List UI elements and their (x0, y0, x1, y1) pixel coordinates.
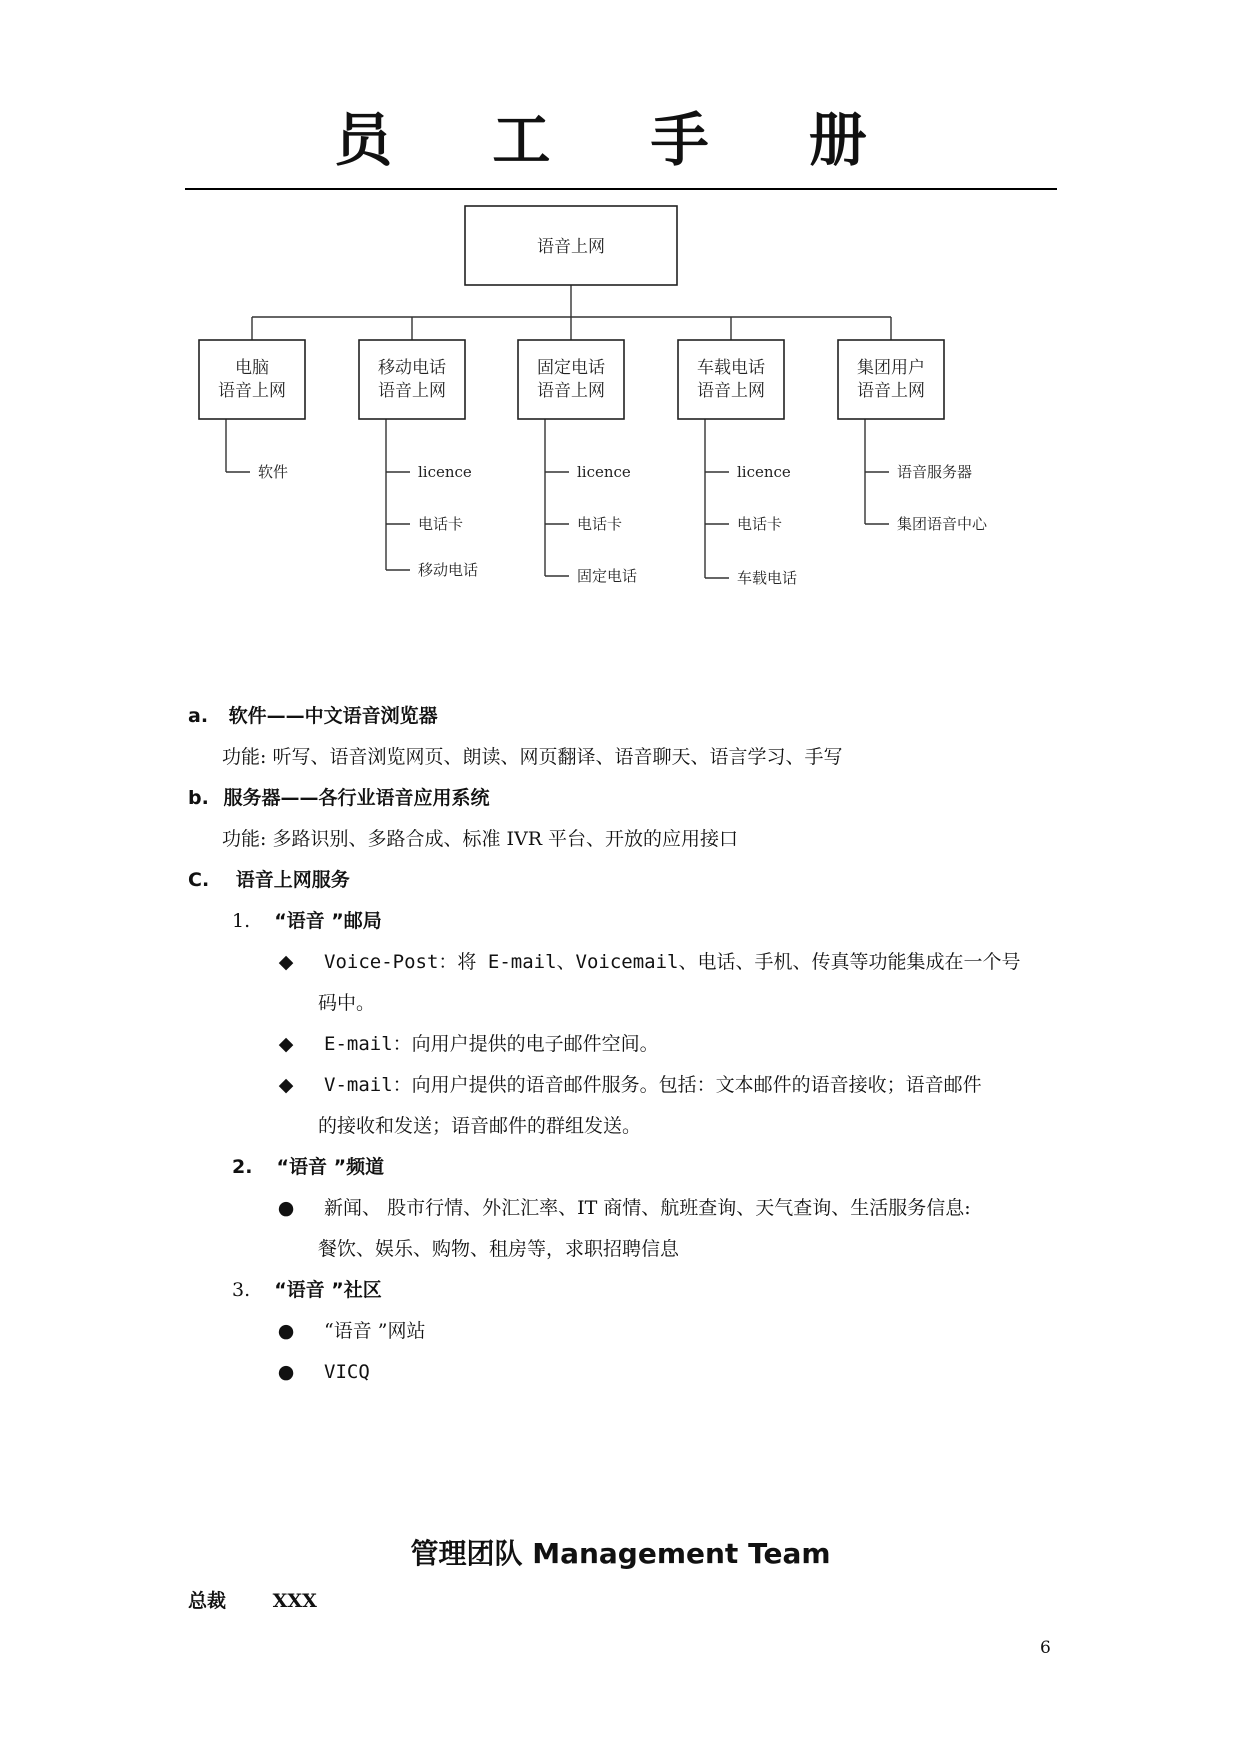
subsection-3-title: “语音 ”社区 (274, 1279, 382, 1301)
node-label-line2: 语音上网 (697, 381, 765, 401)
node-box (518, 340, 624, 419)
subsection-2-title: “语音 ”频道 (276, 1156, 385, 1178)
section-c-title: 语音上网服务 (235, 869, 350, 891)
list-item (276, 949, 1020, 975)
section-a-function: 功能: 听写、语音浏览网页、朗读、网页翻译、语音聊天、语言学习、手写 (222, 746, 843, 768)
node-label-line1: 车载电话 (697, 358, 765, 378)
subsection-2-number: 2. (232, 1156, 253, 1178)
leaf-label: 集团语音中心 (897, 515, 988, 533)
leaf-label: 软件 (258, 463, 289, 481)
list-item-text: Voice-Post：将 E-mail、Voicemail、电话、手机、传真等功能集成在一个号 (324, 951, 1021, 973)
org-chart (0, 0, 1241, 620)
subsection-1-heading (232, 908, 382, 934)
subsection-1-number: 1. (232, 910, 251, 932)
section-b-heading (188, 785, 489, 811)
section-a-marker: a. (188, 705, 209, 727)
subsection-3-number: 3. (232, 1279, 251, 1301)
list-item-continuation: 码中。 (318, 992, 376, 1014)
leaf-label: 电话卡 (737, 515, 783, 533)
node-label-line1: 固定电话 (537, 358, 605, 378)
diamond-bullet-icon: ◆ (278, 951, 294, 973)
page-title: 员 工 手 册 (334, 106, 907, 174)
node-label-line2: 语音上网 (218, 381, 286, 401)
section-b-title: 服务器——各行业语音应用系统 (223, 787, 490, 809)
circle-bullet-icon: ● (277, 1197, 295, 1219)
list-item-text: V-mail：向用户提供的语音邮件服务。包括：文本邮件的语音接收；语音邮件 (324, 1074, 982, 1096)
management-heading: 管理团队 Management Team (410, 1537, 831, 1570)
leaf-label: 电话卡 (577, 515, 623, 533)
leaf-label: 电话卡 (418, 515, 464, 533)
subsection-1-title: “语音 ”邮局 (274, 910, 382, 932)
list-item-text: E-mail：向用户提供的电子邮件空间。 (324, 1033, 659, 1055)
list-item (276, 1072, 982, 1098)
leaf-label: licence (737, 463, 791, 481)
node-label-line2: 语音上网 (378, 381, 446, 401)
leaf-label: 语音服务器 (897, 463, 973, 481)
diamond-bullet-icon: ◆ (278, 1033, 294, 1055)
diamond-bullet-icon: ◆ (278, 1074, 294, 1096)
node-label-line2: 语音上网 (537, 381, 605, 401)
president-name: XXX (272, 1590, 317, 1612)
subsection-2-heading (232, 1154, 384, 1180)
node-label-line1: 集团用户 (857, 358, 925, 378)
org-node (678, 340, 784, 419)
section-c-marker: C. (188, 869, 210, 891)
leaf-label: 移动电话 (418, 561, 479, 579)
node-box (678, 340, 784, 419)
list-item (276, 1195, 971, 1221)
leaf-label: 车载电话 (737, 569, 798, 587)
circle-bullet-icon: ● (277, 1361, 295, 1383)
node-label-line1: 移动电话 (378, 358, 446, 378)
list-item-text: 新闻、 股市行情、外汇汇率、IT 商情、航班查询、天气查询、生活服务信息: (324, 1197, 971, 1219)
section-a-title: 软件——中文语音浏览器 (228, 705, 438, 727)
node-label-line2: 语音上网 (857, 381, 925, 401)
org-node (838, 340, 944, 419)
list-item-continuation: 餐饮、娱乐、购物、租房等，求职招聘信息 (318, 1238, 680, 1260)
circle-bullet-icon: ● (277, 1320, 295, 1342)
list-item (276, 1031, 659, 1057)
org-node (199, 340, 305, 419)
org-root-node (465, 206, 677, 285)
page-number: 6 (1040, 1638, 1051, 1658)
node-label: 语音上网 (537, 237, 605, 257)
leaf-label: licence (577, 463, 631, 481)
section-b-marker: b. (188, 787, 209, 809)
section-a-heading (188, 703, 438, 729)
list-item-continuation: 的接收和发送；语音邮件的群组发送。 (318, 1115, 642, 1137)
president-label: 总裁 (188, 1590, 227, 1612)
president-row (188, 1588, 317, 1614)
list-item (276, 1318, 426, 1344)
subsection-3-heading (232, 1277, 382, 1303)
list-item-text: VICQ (324, 1361, 370, 1383)
org-node (359, 340, 465, 419)
leaf-label: 固定电话 (577, 567, 638, 585)
node-box (838, 340, 944, 419)
node-box (359, 340, 465, 419)
node-box (199, 340, 305, 419)
list-item (276, 1359, 370, 1385)
list-item-text: “语音 ”网站 (324, 1320, 426, 1342)
leaf-label: licence (418, 463, 472, 481)
org-node (518, 340, 624, 419)
section-c-heading (188, 867, 350, 893)
section-b-function: 功能: 多路识别、多路合成、标准 IVR 平台、开放的应用接口 (222, 828, 739, 850)
node-label-line1: 电脑 (235, 358, 269, 378)
